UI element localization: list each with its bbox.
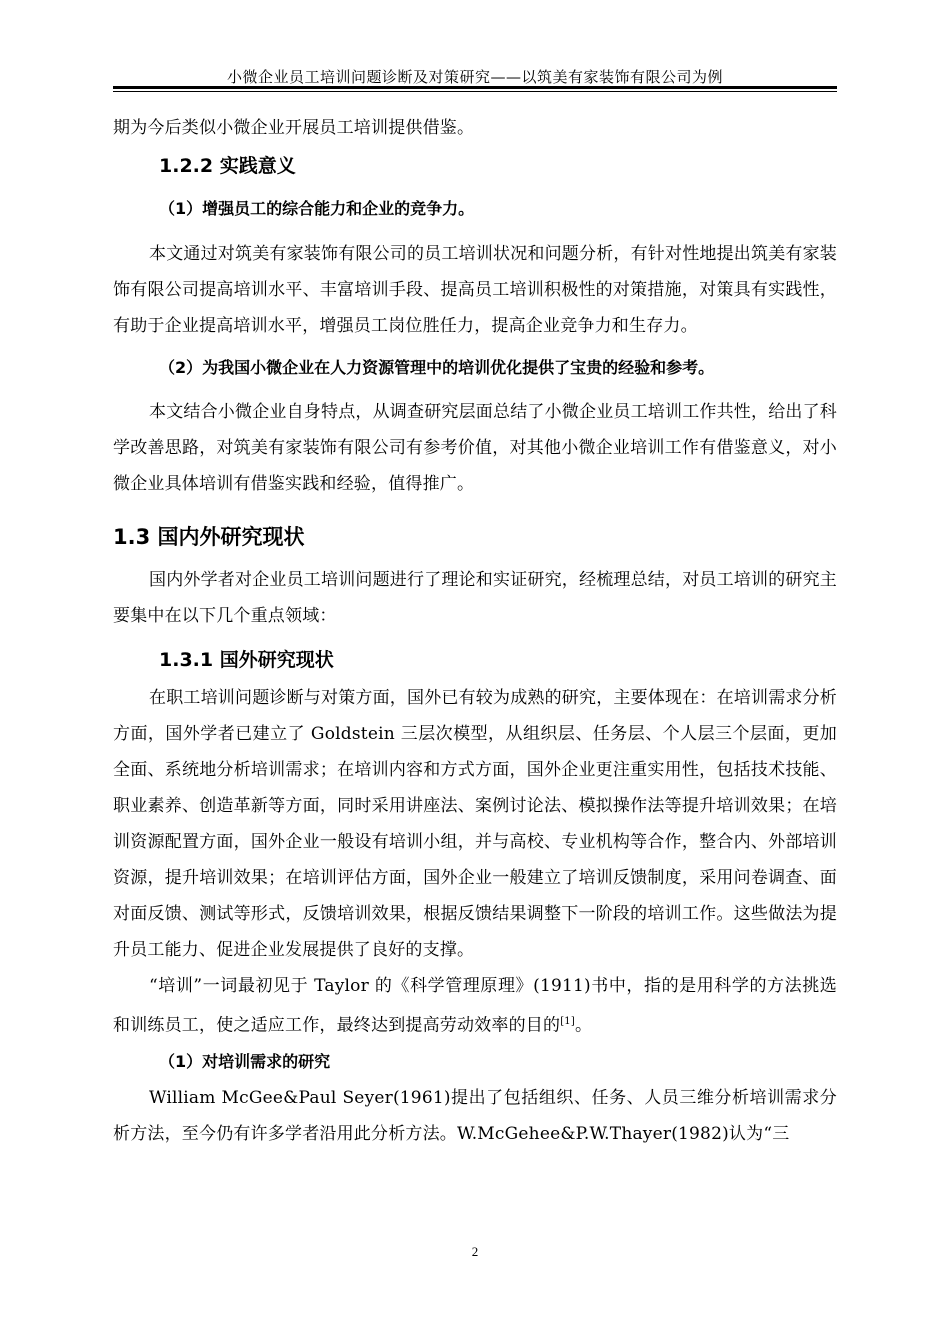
page-number: 2 bbox=[471, 1244, 479, 1259]
paragraph-1-3: 国内外学者对企业员工培训问题进行了理论和实证研究，经梳理总结，对员工培训的研究主要集中在以下几个重点领域： bbox=[113, 570, 837, 626]
header-rule-thin bbox=[113, 91, 837, 92]
heading-1-3: 1.3 国内外研究现状 bbox=[113, 525, 305, 549]
paragraph-mcgee: William McGee&Paul Seyer(1961)提出了包括组织、任务、人员三维分析培训需求分析方法，至今仍有许多学者沿用此分析方法。W.McGehee&P.W.Thayer(1982)认为“三 bbox=[113, 1087, 837, 1144]
subheading-item-1: （1）增强员工的综合能力和企业的竞争力。 bbox=[159, 199, 475, 218]
citation-ref: [1] bbox=[560, 1016, 575, 1027]
taylor-text: “培训”一词最初见于 Taylor 的《科学管理原理》(1911)书中，指的是用科学的方法挑选和训练员工，使之适应工作，最终达到提高劳动效率的目的 bbox=[113, 976, 837, 1036]
heading-1-3-1: 1.3.1 国外研究现状 bbox=[159, 649, 334, 671]
taylor-end: 。 bbox=[574, 1015, 593, 1036]
paragraph-taylor bbox=[113, 968, 837, 1044]
body-content bbox=[113, 110, 837, 1152]
paragraph-item-2: 本文结合小微企业自身特点，从调查研究层面总结了小微企业员工培训工作共性，给出了科学改善思路，对筑美有家装饰有限公司有参考价值，对其他小微企业培训工作有借鉴意义，对小微企业具体培训有借鉴实践和经验，值得推广。 bbox=[113, 402, 837, 494]
running-header: 小微企业员工培训问题诊断及对策研究——以筑美有家装饰有限公司为例 bbox=[226, 68, 723, 86]
heading-1-2-2: 1.2.2 实践意义 bbox=[159, 155, 296, 177]
subheading-item-2: （2）为我国小微企业在人力资源管理中的培训优化提供了宝贵的经验和参考。 bbox=[159, 358, 715, 377]
paragraph-1-3-1: 在职工培训问题诊断与对策方面，国外已有较为成熟的研究，主要体现在：在培训需求分析方面，国外学者已建立了 Goldstein 三层次模型，从组织层、任务层、个人层三个层面，更加全面、系统地分析培训需求；在培训内容和方式方面，国外企业更注重实用性，包括技术技能、职业素养、创造革新等方面，同时采用讲座法、案例讨论法、模拟操作法等提升培训效果；在培训资源配置方面，国外企业一般设有培训小组，并与高校、专业机构等合作，整合内、外部培训资源，提升培训效果；在培训评估方面，国外企业一般建立了培训反馈制度，采用问卷调查、面对面反馈、测试等形式，反馈培训效果，根据反馈结果调整下一阶段的培训工作。这些做法为提升员工能力、促进企业发展提供了良好的支撑。 bbox=[113, 688, 837, 960]
header-rule-thick bbox=[113, 86, 837, 89]
paragraph-item-1: 本文通过对筑美有家装饰有限公司的员工培训状况和问题分析，有针对性地提出筑美有家装饰有限公司提高培训水平、丰富培训手段、提高员工培训积极性的对策措施，对策具有实践性，有助于企业提高培训水平，增强员工岗位胜任力，提高企业竞争力和生存力。 bbox=[113, 244, 837, 336]
paragraph-continued: 期为今后类似小微企业开展员工培训提供借鉴。 bbox=[113, 118, 475, 138]
subheading-training-needs: （1）对培训需求的研究 bbox=[159, 1051, 331, 1071]
